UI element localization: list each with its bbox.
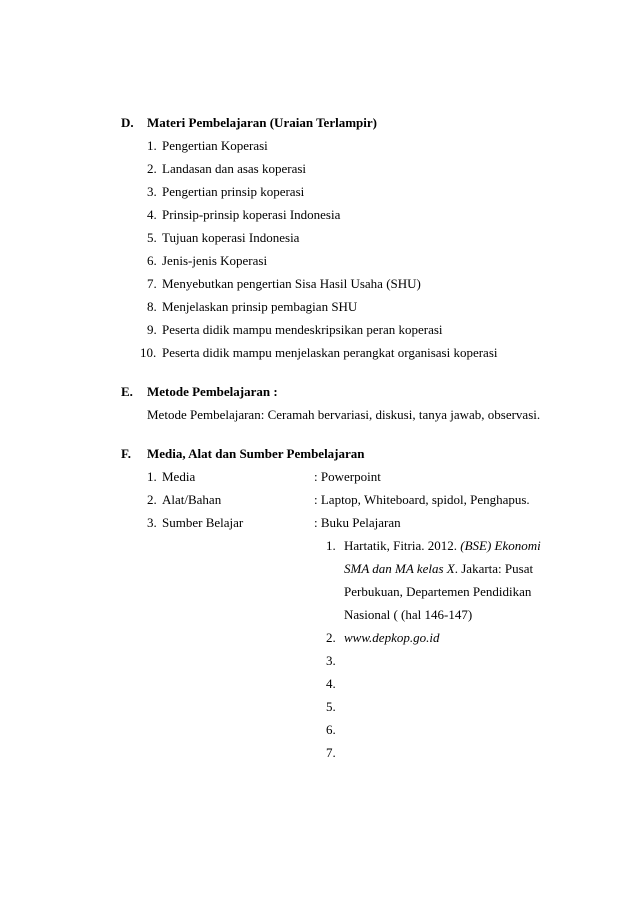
media-row-value: : Laptop, Whiteboard, spidol, Penghapus. (314, 492, 530, 507)
list-item: Jenis-jenis Koperasi (162, 253, 268, 268)
source-author: Hartatik, Fitria. 2012. (344, 538, 461, 553)
section-f-letter: F. (121, 446, 131, 461)
media-row-number: 1. (147, 469, 157, 484)
list-item: Prinsip-prinsip koperasi Indonesia (162, 207, 341, 222)
section-e-letter: E. (121, 384, 133, 399)
section-f-title: Media, Alat dan Sumber Pembelajaran (147, 446, 365, 461)
source-title-part1: (BSE) Ekonomi (460, 538, 541, 553)
list-item-number: 2. (147, 161, 157, 176)
media-row-number: 2. (147, 492, 157, 507)
media-row-value: : Powerpoint (314, 469, 381, 484)
list-item-number: 10. (140, 345, 157, 360)
list-item: Tujuan koperasi Indonesia (162, 230, 300, 245)
source-number: 5. (326, 699, 336, 714)
source-title-part2: SMA dan MA kelas X (344, 561, 455, 576)
media-row-label: Sumber Belajar (162, 515, 244, 530)
section-e-body: Metode Pembelajaran: Ceramah bervariasi, diskusi, tanya jawab, observasi. (147, 407, 541, 422)
list-item: Pengertian prinsip koperasi (162, 184, 305, 199)
source-number: 7. (326, 745, 336, 760)
media-row-value: : Buku Pelajaran (314, 515, 401, 530)
source-line (344, 539, 541, 552)
list-item-number: 5. (147, 230, 157, 245)
list-item-number: 8. (147, 299, 157, 314)
source-number: 3. (326, 653, 336, 668)
list-item-number: 4. (147, 207, 157, 222)
source-publisher-part3: Nasional ( (hal 146-147) (344, 607, 473, 622)
list-item-number: 7. (147, 276, 157, 291)
source-website: www.depkop.go.id (344, 630, 440, 645)
section-d-title: Materi Pembelajaran (Uraian Terlampir) (147, 115, 377, 130)
list-item: Peserta didik mampu menjelaskan perangkat organisasi koperasi (162, 345, 498, 360)
source-publisher-part2: Perbukuan, Departemen Pendidikan (344, 584, 532, 599)
list-item: Landasan dan asas koperasi (162, 161, 307, 176)
source-number: 6. (326, 722, 336, 737)
source-number: 1. (326, 538, 336, 553)
list-item: Menyebutkan pengertian Sisa Hasil Usaha (SHU) (162, 276, 421, 291)
list-item-number: 1. (147, 138, 157, 153)
list-item: Peserta didik mampu mendeskripsikan peran koperasi (162, 322, 443, 337)
source-publisher-part1: . Jakarta: Pusat (454, 561, 534, 576)
section-d-letter: D. (121, 115, 134, 130)
list-item-number: 3. (147, 184, 157, 199)
list-item-number: 9. (147, 322, 157, 337)
source-number: 4. (326, 676, 336, 691)
media-row-label: Media (162, 469, 196, 484)
media-row-number: 3. (147, 515, 157, 530)
section-e-title: Metode Pembelajaran : (147, 384, 278, 399)
list-item: Menjelaskan prinsip pembagian SHU (162, 299, 358, 314)
media-row-label: Alat/Bahan (162, 492, 222, 507)
list-item: Pengertian Koperasi (162, 138, 268, 153)
source-line (344, 562, 533, 575)
source-number: 2. (326, 630, 336, 645)
list-item-number: 6. (147, 253, 157, 268)
